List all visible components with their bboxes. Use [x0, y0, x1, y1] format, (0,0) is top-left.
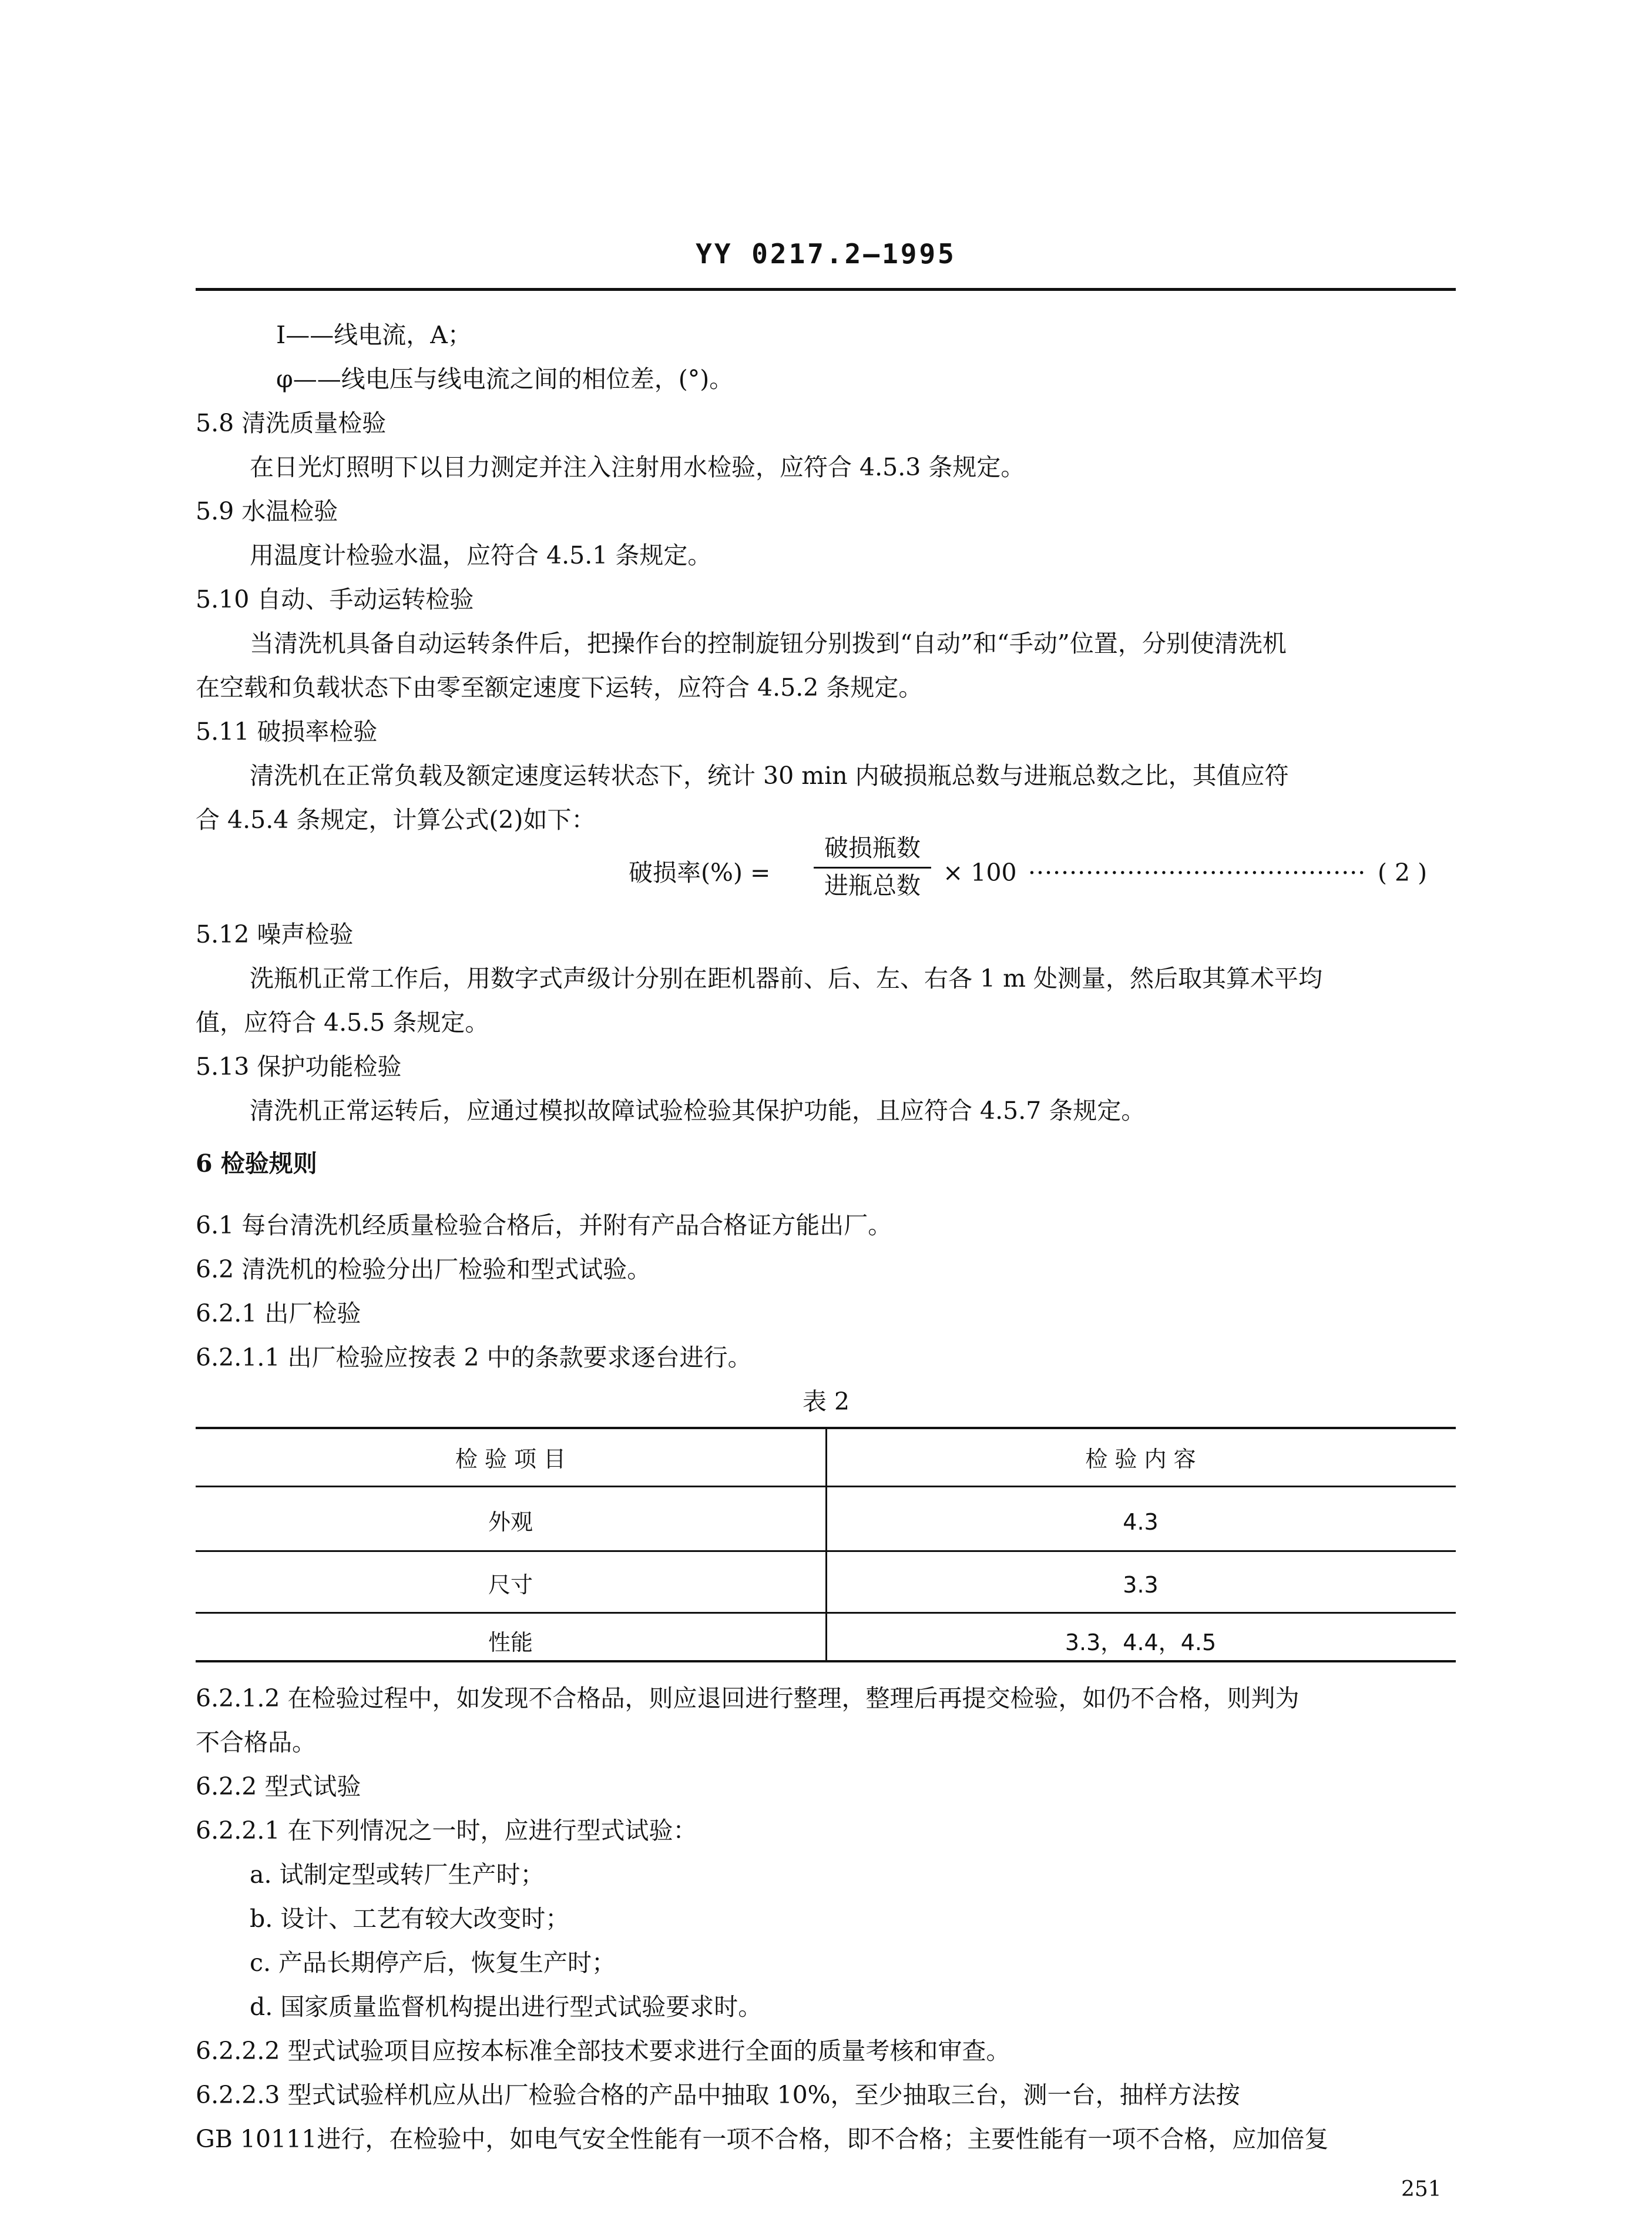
section-heading-5-13: 5.13 保护功能检验: [196, 1052, 402, 1081]
variable-definition-phi: φ——线电压与线电流之间的相位差，(°)。: [276, 365, 734, 393]
paragraph-continuation: 不合格品。: [196, 1728, 316, 1756]
paragraph: 当清洗机具备自动运转条件后，把操作台的控制旋钮分别拨到“自动”和“手动”位置，分别使清洗机: [250, 629, 1287, 658]
chapter-heading-6: 6 检验规则: [196, 1149, 317, 1178]
formula-number: ( 2 ): [1378, 859, 1428, 887]
table-bottom-rule: [196, 1660, 1456, 1662]
variable-definition-i: I——线电流，A；: [276, 321, 472, 349]
clause-6-2-1: 6.2.1 出厂检验: [196, 1299, 361, 1327]
table-header-content: 检 验 内 容: [1085, 1446, 1196, 1472]
paragraph: 在日光灯照明下以目力测定并注入注射用水检验，应符合 4.5.3 条规定。: [250, 453, 1025, 481]
table-cell: 性能: [488, 1630, 533, 1655]
table-header-rule: [196, 1486, 1456, 1487]
clause-6-2-1-1: 6.2.1.1 出厂检验应按表 2 中的条款要求逐台进行。: [196, 1343, 752, 1372]
table-row-rule: [196, 1612, 1456, 1614]
section-heading-5-12: 5.12 噪声检验: [196, 920, 354, 948]
table-row-rule: [196, 1550, 1456, 1552]
section-heading-5-10: 5.10 自动、手动运转检验: [196, 585, 474, 614]
clause-6-2-2-1: 6.2.2.1 在下列情况之一时，应进行型式试验：: [196, 1816, 697, 1845]
clause-6-2-1-2: 6.2.1.2 在检验过程中，如发现不合格品，则应退回进行整理，整理后再提交检验，如仍不合格，则判为: [196, 1684, 1300, 1712]
formula-denominator: 进瓶总数: [824, 871, 921, 900]
section-heading-5-9: 5.9 水温检验: [196, 497, 338, 525]
table-header-item: 检 验 项 目: [455, 1446, 566, 1472]
clause-6-2-2: 6.2.2 型式试验: [196, 1772, 361, 1801]
paragraph-continuation: 值，应符合 4.5.5 条规定。: [196, 1008, 489, 1037]
fraction-bar: [814, 867, 931, 869]
paragraph: 清洗机正常运转后，应通过模拟故障试验检验其保护功能，且应符合 4.5.7 条规定。: [250, 1097, 1146, 1125]
paragraph: 清洗机在正常负载及额定速度运转状态下，统计 30 min 内破损瓶总数与进瓶总数之比，其值应符: [250, 762, 1289, 790]
formula-label: 破损率(%) =: [629, 859, 771, 887]
header-rule: [196, 288, 1456, 291]
clause-6-2-2-3: 6.2.2.3 型式试验样机应从出厂检验合格的产品中抽取 10%，至少抽取三台，测一台，抽样方法按: [196, 2081, 1240, 2109]
table-cell: 尺寸: [488, 1572, 533, 1598]
formula-multiplier: × 100: [943, 859, 1017, 887]
clause-6-2-2-2: 6.2.2.2 型式试验项目应按本标准全部技术要求进行全面的质量考核和审查。: [196, 2037, 1010, 2065]
table-cell: 4.3: [1123, 1509, 1159, 1535]
paragraph: 用温度计检验水温，应符合 4.5.1 条规定。: [250, 541, 712, 569]
paragraph-continuation: GB 10111进行，在检验中，如电气安全性能有一项不合格，即不合格；主要性能有一项不合格，应加倍复: [196, 2125, 1329, 2153]
formula-leader-dots: ·········································: [1028, 859, 1366, 887]
section-heading-5-11: 5.11 破损率检验: [196, 718, 378, 746]
table-cell: 外观: [488, 1509, 533, 1535]
table-cell: 3.3，4.4，4.5: [1065, 1630, 1217, 1655]
table-caption: 表 2: [802, 1387, 850, 1416]
list-item-a: a. 试制定型或转厂生产时；: [250, 1860, 545, 1889]
paragraph: 洗瓶机正常工作后，用数字式声级计分别在距机器前、后、左、右各 1 m 处测量，然后取其算术平均: [250, 964, 1323, 993]
list-item-d: d. 国家质量监督机构提出进行型式试验要求时。: [250, 1993, 763, 2021]
paragraph-continuation: 合 4.5.4 条规定，计算公式(2)如下：: [196, 806, 596, 834]
page-number: 251: [1401, 2177, 1442, 2201]
clause-6-2: 6.2 清洗机的检验分出厂检验和型式试验。: [196, 1255, 652, 1283]
clause-6-1: 6.1 每台清洗机经质量检验合格后，并附有产品合格证方能出厂。: [196, 1211, 892, 1239]
list-item-b: b. 设计、工艺有较大改变时；: [250, 1905, 570, 1933]
table-cell: 3.3: [1123, 1572, 1159, 1598]
formula-numerator: 破损瓶数: [824, 834, 921, 862]
document-header: YY 0217.2—1995: [696, 238, 956, 270]
section-heading-5-8: 5.8 清洗质量检验: [196, 409, 387, 437]
paragraph-continuation: 在空载和负载状态下由零至额定速度下运转，应符合 4.5.2 条规定。: [196, 673, 923, 702]
list-item-c: c. 产品长期停产后，恢复生产时；: [250, 1949, 616, 1977]
